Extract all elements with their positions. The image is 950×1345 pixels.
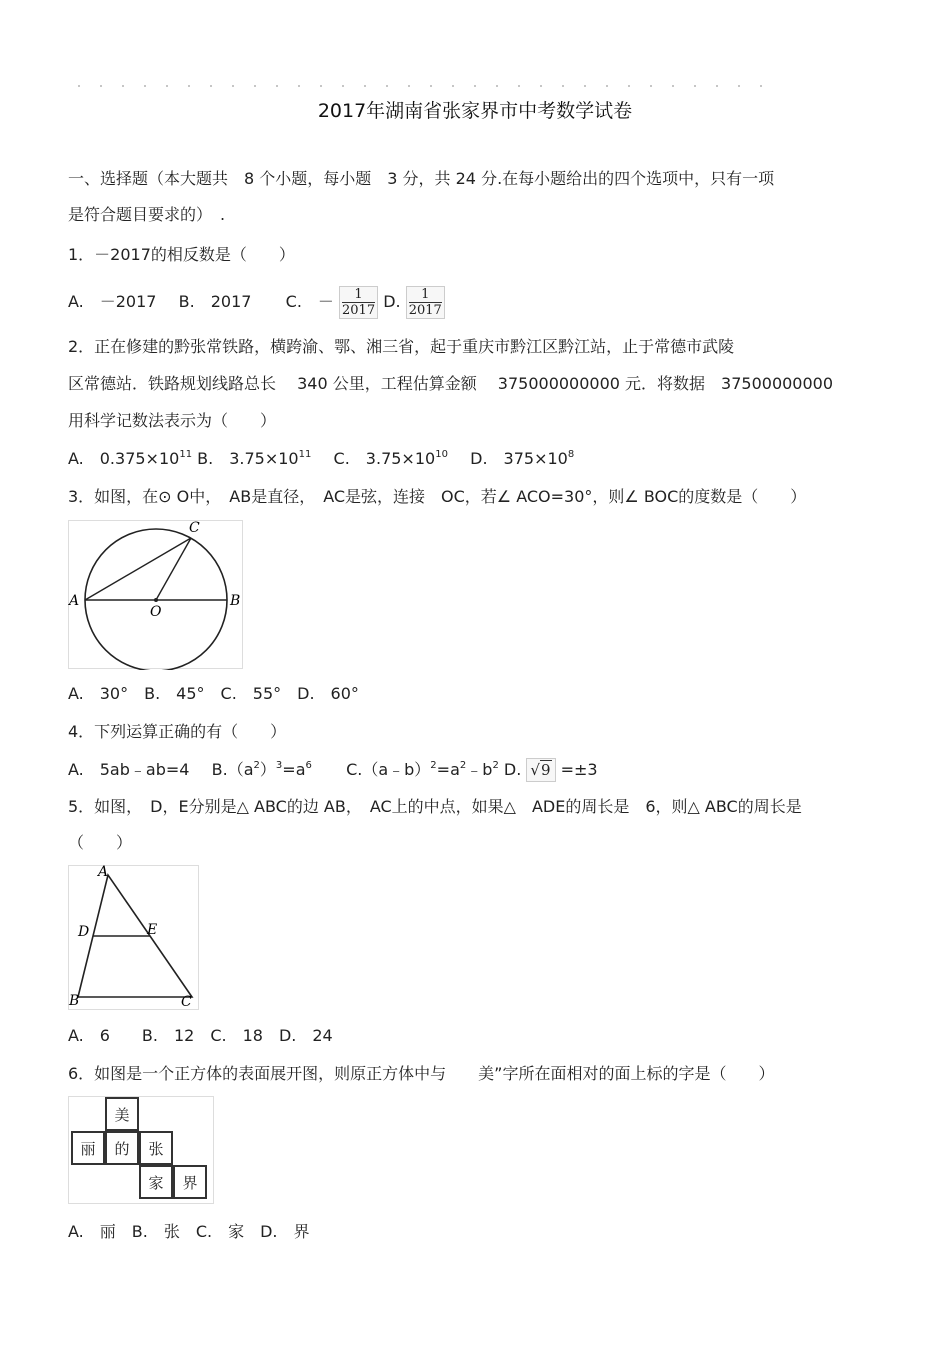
q6-stem: 6．如图是一个正方体的表面展开图，则原正方体中与 美”字所在面相对的面上标的字是（ ） <box>68 1064 775 1083</box>
q4-options <box>68 758 598 782</box>
q2-option-c: C. 3.75×10 <box>333 449 436 468</box>
fraction-denominator: 2017 <box>342 303 376 318</box>
q5-options: A. 6 B. 12 C. 18 D. 24 <box>68 1026 333 1045</box>
net-cell-jia: 家 <box>139 1165 173 1199</box>
q1-option-d-fraction <box>406 286 445 319</box>
q2-option-c-exponent: 10 <box>435 449 448 460</box>
q1-option-b: B. 2017 <box>178 292 252 311</box>
q1-options <box>68 286 445 319</box>
label-b: B <box>69 993 80 1009</box>
q4-option-c: $C.(a﹣b)^2=a^2﹣b^2$ <box>346 760 499 779</box>
label-c: C <box>181 994 192 1010</box>
section-heading-line1: 一、选择题（本大题共 8 个小题，每小题 3 分，共 24 分.在每小题给出的四个选项中，只有一项 <box>68 169 775 188</box>
net-cell-jie: 界 <box>173 1165 207 1199</box>
q3-stem: 3．如图，在⊙ O中， AB是直径， AC是弦，连接 OC，若∠ ACO=30°，则∠ BOC的度数是（ ） <box>68 487 807 506</box>
sqrt-symbol: √9 <box>526 758 555 782</box>
net-cell-zhang: 张 <box>139 1131 173 1165</box>
label-c: C <box>189 520 200 536</box>
q6-cube-net <box>68 1096 214 1204</box>
q2-option-d-exponent: 8 <box>567 449 575 460</box>
fraction-denominator: 2017 <box>408 303 442 318</box>
q5-triangle-figure <box>68 865 200 1011</box>
page-title: 2017年湖南省张家界市中考数学试卷 <box>317 100 633 122</box>
q3-options: A. 30° B. 45° C. 55° D. 60° <box>68 684 359 703</box>
net-cell-de: 的 <box>105 1131 139 1165</box>
q1-option-d-prefix: D. <box>383 292 401 311</box>
label-a: A <box>69 593 80 609</box>
net-cell-li: 丽 <box>71 1131 105 1165</box>
q4-stem: 4．下列运算正确的有（ ） <box>68 722 287 741</box>
label-b: B <box>230 593 241 609</box>
q2-option-a: A. 0.375×10 <box>68 449 180 468</box>
q1-option-c-prefix: C. － <box>285 292 334 311</box>
section-heading-line2: 是符合题目要求的） . <box>68 205 226 224</box>
q4-option-a: A. 5ab﹣ab=4 <box>68 760 190 779</box>
fraction-numerator: 1 <box>342 287 375 303</box>
q4-option-b: $B.(a^2)^3=a^6$ <box>211 760 312 779</box>
q2-option-b-exponent: 11 <box>298 449 312 460</box>
label-e: E <box>147 922 158 938</box>
q6-options: A. 丽 B. 张 C. 家 D. 界 <box>68 1222 310 1241</box>
center-point <box>154 598 158 602</box>
q2-option-d: D. 375×10 <box>470 449 568 468</box>
net-cell-mei: 美 <box>105 1097 139 1131</box>
q2-option-a-exponent: 11 <box>179 449 193 460</box>
label-a: A <box>98 865 109 880</box>
q2-options <box>68 448 574 470</box>
q2-line3: 用科学记数法表示为（ ） <box>68 411 277 430</box>
q1-option-a: A. －2017 <box>68 292 157 311</box>
q3-circle-figure <box>68 520 244 670</box>
top-dot-border <box>68 82 768 90</box>
q5-line1: 5．如图， D，E分别是△ ABC的边 AB， AC上的中点，如果△ ADE的周长是 6，则△ ABC的周长是 <box>68 797 802 816</box>
fraction-numerator: 1 <box>409 287 442 303</box>
q4-option-d: D. √9 =±3 <box>504 760 598 779</box>
q2-line2: 区常德站．铁路规划线路总长 340 公里，工程估算金额 375000000000 元．将数据 37500000000 <box>68 374 834 393</box>
q1-stem: 1．－2017的相反数是（ ） <box>68 245 295 264</box>
q2-line1: 2．正在修建的黔张常铁路，横跨渝、鄂、湘三省，起于重庆市黔江区黔江站，止于常德市武陵 <box>68 337 735 356</box>
q5-line2: （ ） <box>68 833 133 852</box>
label-o: O <box>150 604 162 620</box>
q2-option-b: B. 3.75×10 <box>197 449 299 468</box>
label-d: D <box>78 924 90 940</box>
q1-option-c-fraction <box>339 286 378 319</box>
